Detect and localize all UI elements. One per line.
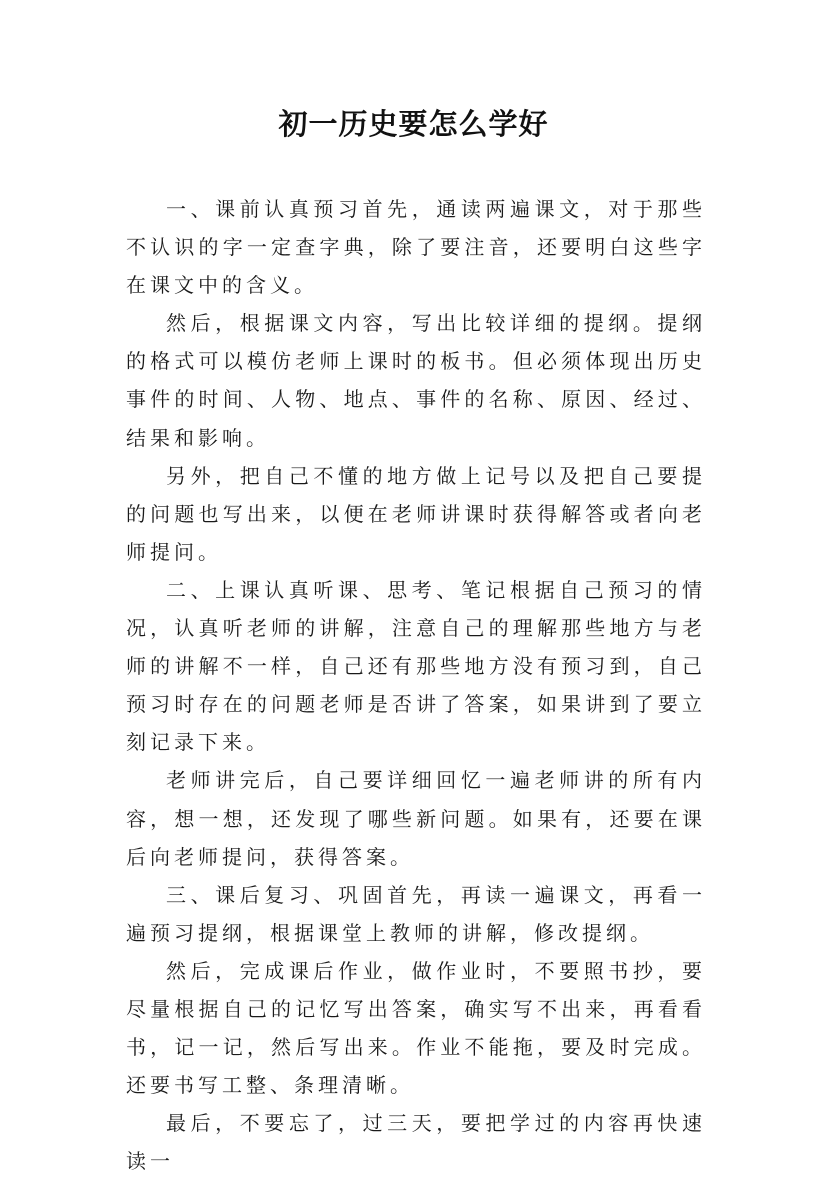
document-title: 初一历史要怎么学好 — [278, 107, 549, 141]
paragraph-preview: 一、课前认真预习首先，通读两遍课文，对于那些不认识的字一定查字典，除了要注音，还要明白这些字在课文中的含义。 — [126, 197, 706, 298]
paragraph-questions: 另外，把自己不懂的地方做上记号以及把自己要提的问题也写出来，以便在老师讲课时获得解答或者向老师提问。 — [126, 463, 706, 564]
paragraph-listen: 二、上课认真听课、思考、笔记根据自己预习的情况，认真听老师的讲解，注意自己的理解那些地方与老师的讲解不一样，自己还有那些地方没有预习到，自己预习时存在的问题老师是否讲了答案，如果讲到了要立刻记录下来。 — [126, 577, 706, 755]
document-body — [126, 190, 706, 1180]
paragraph-recall: 老师讲完后，自己要详细回忆一遍老师讲的所有内容，想一想，还发现了哪些新问题。如果有，还要在课后向老师提问，获得答案。 — [126, 768, 706, 869]
paragraph-homework: 然后，完成课后作业，做作业时，不要照书抄，要尽量根据自己的记忆写出答案，确实写不出来，再看看书，记一记，然后写出来。作业不能拖，要及时完成。还要书写工整、条理清晰。 — [126, 958, 706, 1098]
paragraph-outline: 然后，根据课文内容，写出比较详细的提纲。提纲的格式可以模仿老师上课时的板书。但必须体现出历史事件的时间、人物、地点、事件的名称、原因、经过、结果和影响。 — [126, 311, 706, 450]
paragraph-review: 三、课后复习、巩固首先，再读一遍课文，再看一遍预习提纲，根据课堂上教师的讲解，修改提纲。 — [126, 882, 706, 945]
paragraph-final: 最后，不要忘了，过三天，要把学过的内容再快速读一 — [126, 1111, 706, 1174]
